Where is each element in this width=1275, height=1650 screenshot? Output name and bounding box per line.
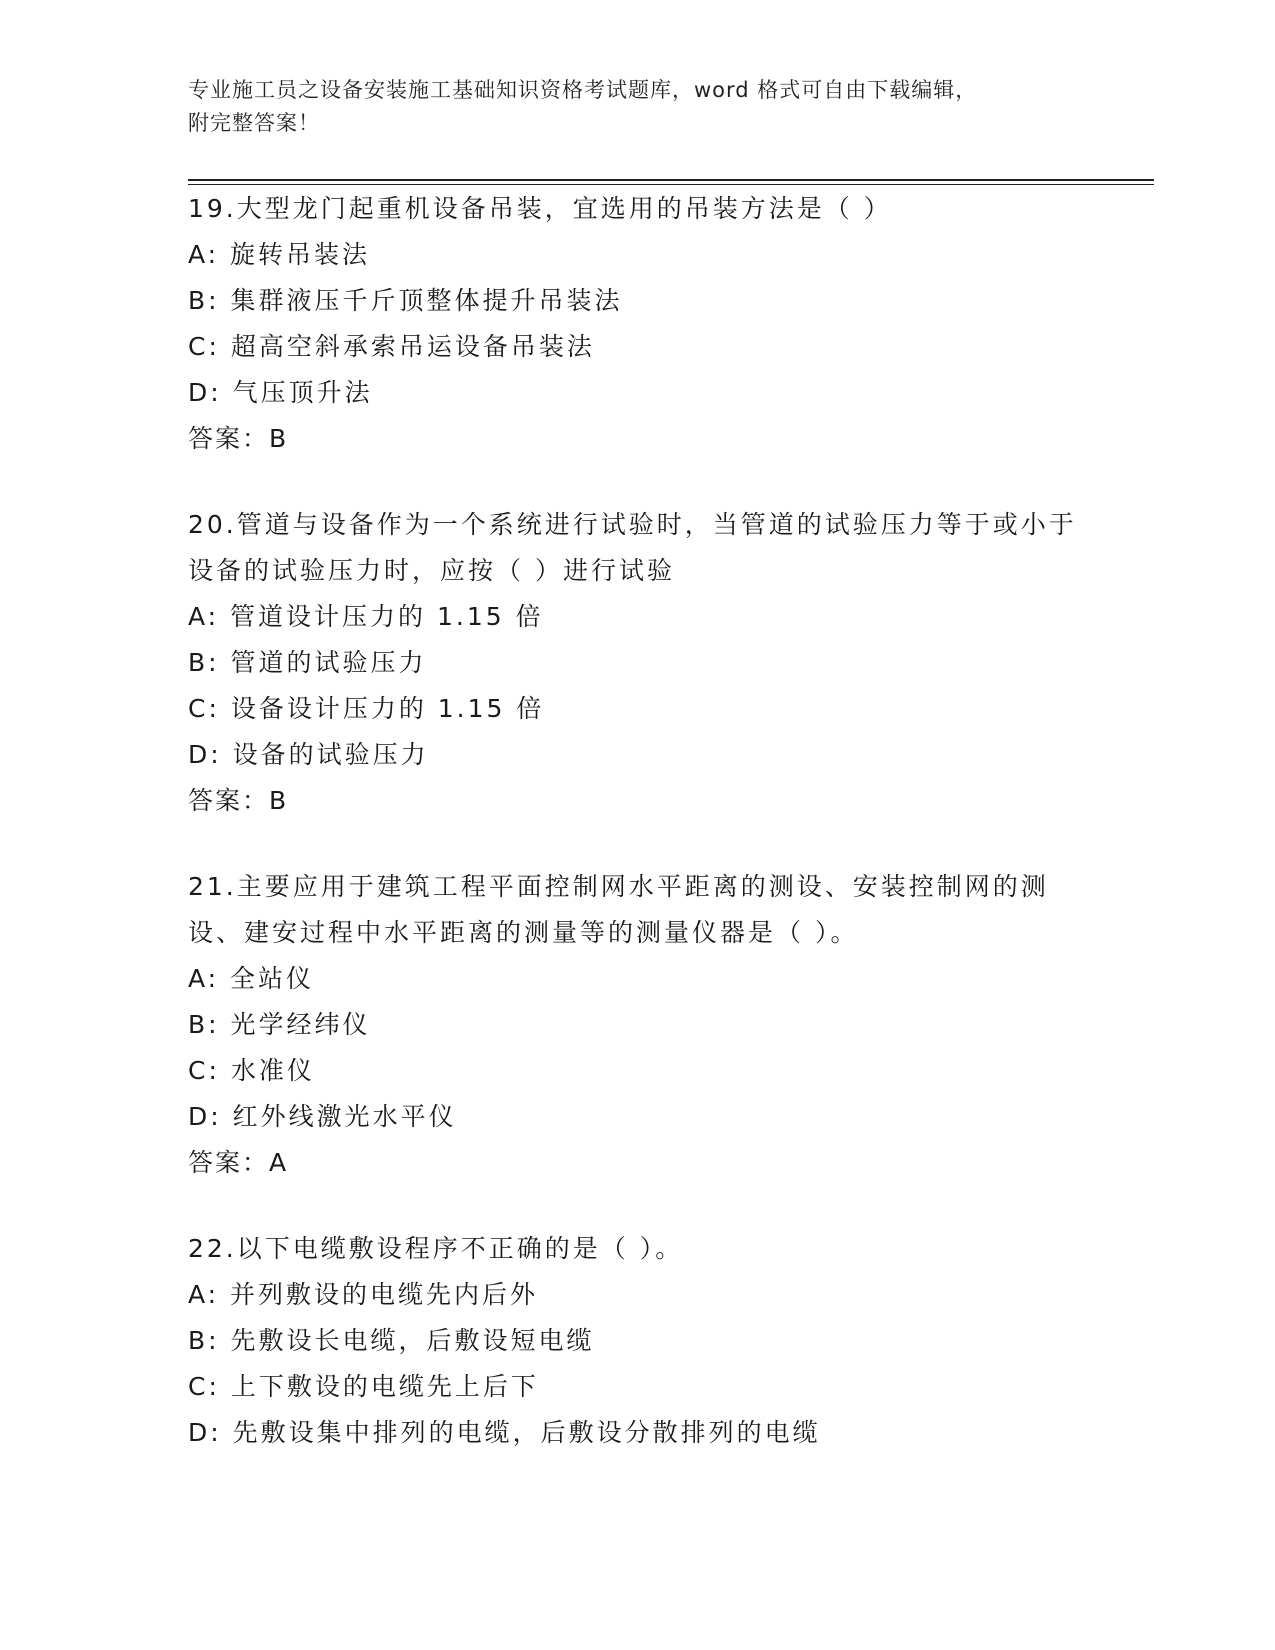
option-d: D: 气压顶升法	[188, 378, 373, 407]
question-stem: 22.以下电缆敷设程序不正确的是（ ）。	[188, 1234, 684, 1263]
option-a: A: 全站仪	[188, 964, 315, 993]
option-b: B: 管道的试验压力	[188, 648, 427, 677]
question-stem: 21.主要应用于建筑工程平面控制网水平距离的测设、安装控制网的测设、建安过程中水平距离的测量等的测量仪器是（ ）。	[188, 872, 1049, 947]
question-20	[188, 502, 1088, 824]
option-c: C: 超高空斜承索吊运设备吊装法	[188, 332, 595, 361]
option-d: D: 先敷设集中排列的电缆，后敷设分散排列的电缆	[188, 1418, 821, 1447]
question-list	[188, 186, 1088, 1496]
question-stem: 19.大型龙门起重机设备吊装，宜选用的吊装方法是（ ）	[188, 194, 892, 223]
option-a: A: 旋转吊装法	[188, 240, 371, 269]
answer-line: 答案：B	[188, 786, 289, 815]
option-b: B: 光学经纬仪	[188, 1010, 371, 1039]
question-21	[188, 864, 1088, 1186]
option-d: D: 设备的试验压力	[188, 740, 429, 769]
option-b: B: 集群液压千斤顶整体提升吊装法	[188, 286, 623, 315]
option-a: A: 并列敷设的电缆先内后外	[188, 1280, 539, 1309]
option-c: C: 上下敷设的电缆先上后下	[188, 1372, 539, 1401]
header-divider-thick	[188, 179, 1154, 181]
answer-line: 答案：B	[188, 424, 289, 453]
header-line-2: 附完整答案！	[188, 111, 320, 135]
document-header	[188, 74, 1088, 140]
option-d: D: 红外线激光水平仪	[188, 1102, 457, 1131]
question-stem: 20.管道与设备作为一个系统进行试验时，当管道的试验压力等于或小于设备的试验压力时，应按（ ）进行试验	[188, 510, 1077, 585]
option-b: B: 先敷设长电缆，后敷设短电缆	[188, 1326, 595, 1355]
answer-line: 答案：A	[188, 1148, 289, 1177]
header-line-1: 专业施工员之设备安装施工基础知识资格考试题库，word 格式可自由下载编辑，	[188, 78, 978, 102]
option-a: A: 管道设计压力的 1.15 倍	[188, 602, 544, 631]
header-divider-thin	[188, 184, 1154, 185]
option-c: C: 水准仪	[188, 1056, 315, 1085]
question-19	[188, 186, 1088, 462]
option-c: C: 设备设计压力的 1.15 倍	[188, 694, 545, 723]
question-22	[188, 1226, 1088, 1456]
